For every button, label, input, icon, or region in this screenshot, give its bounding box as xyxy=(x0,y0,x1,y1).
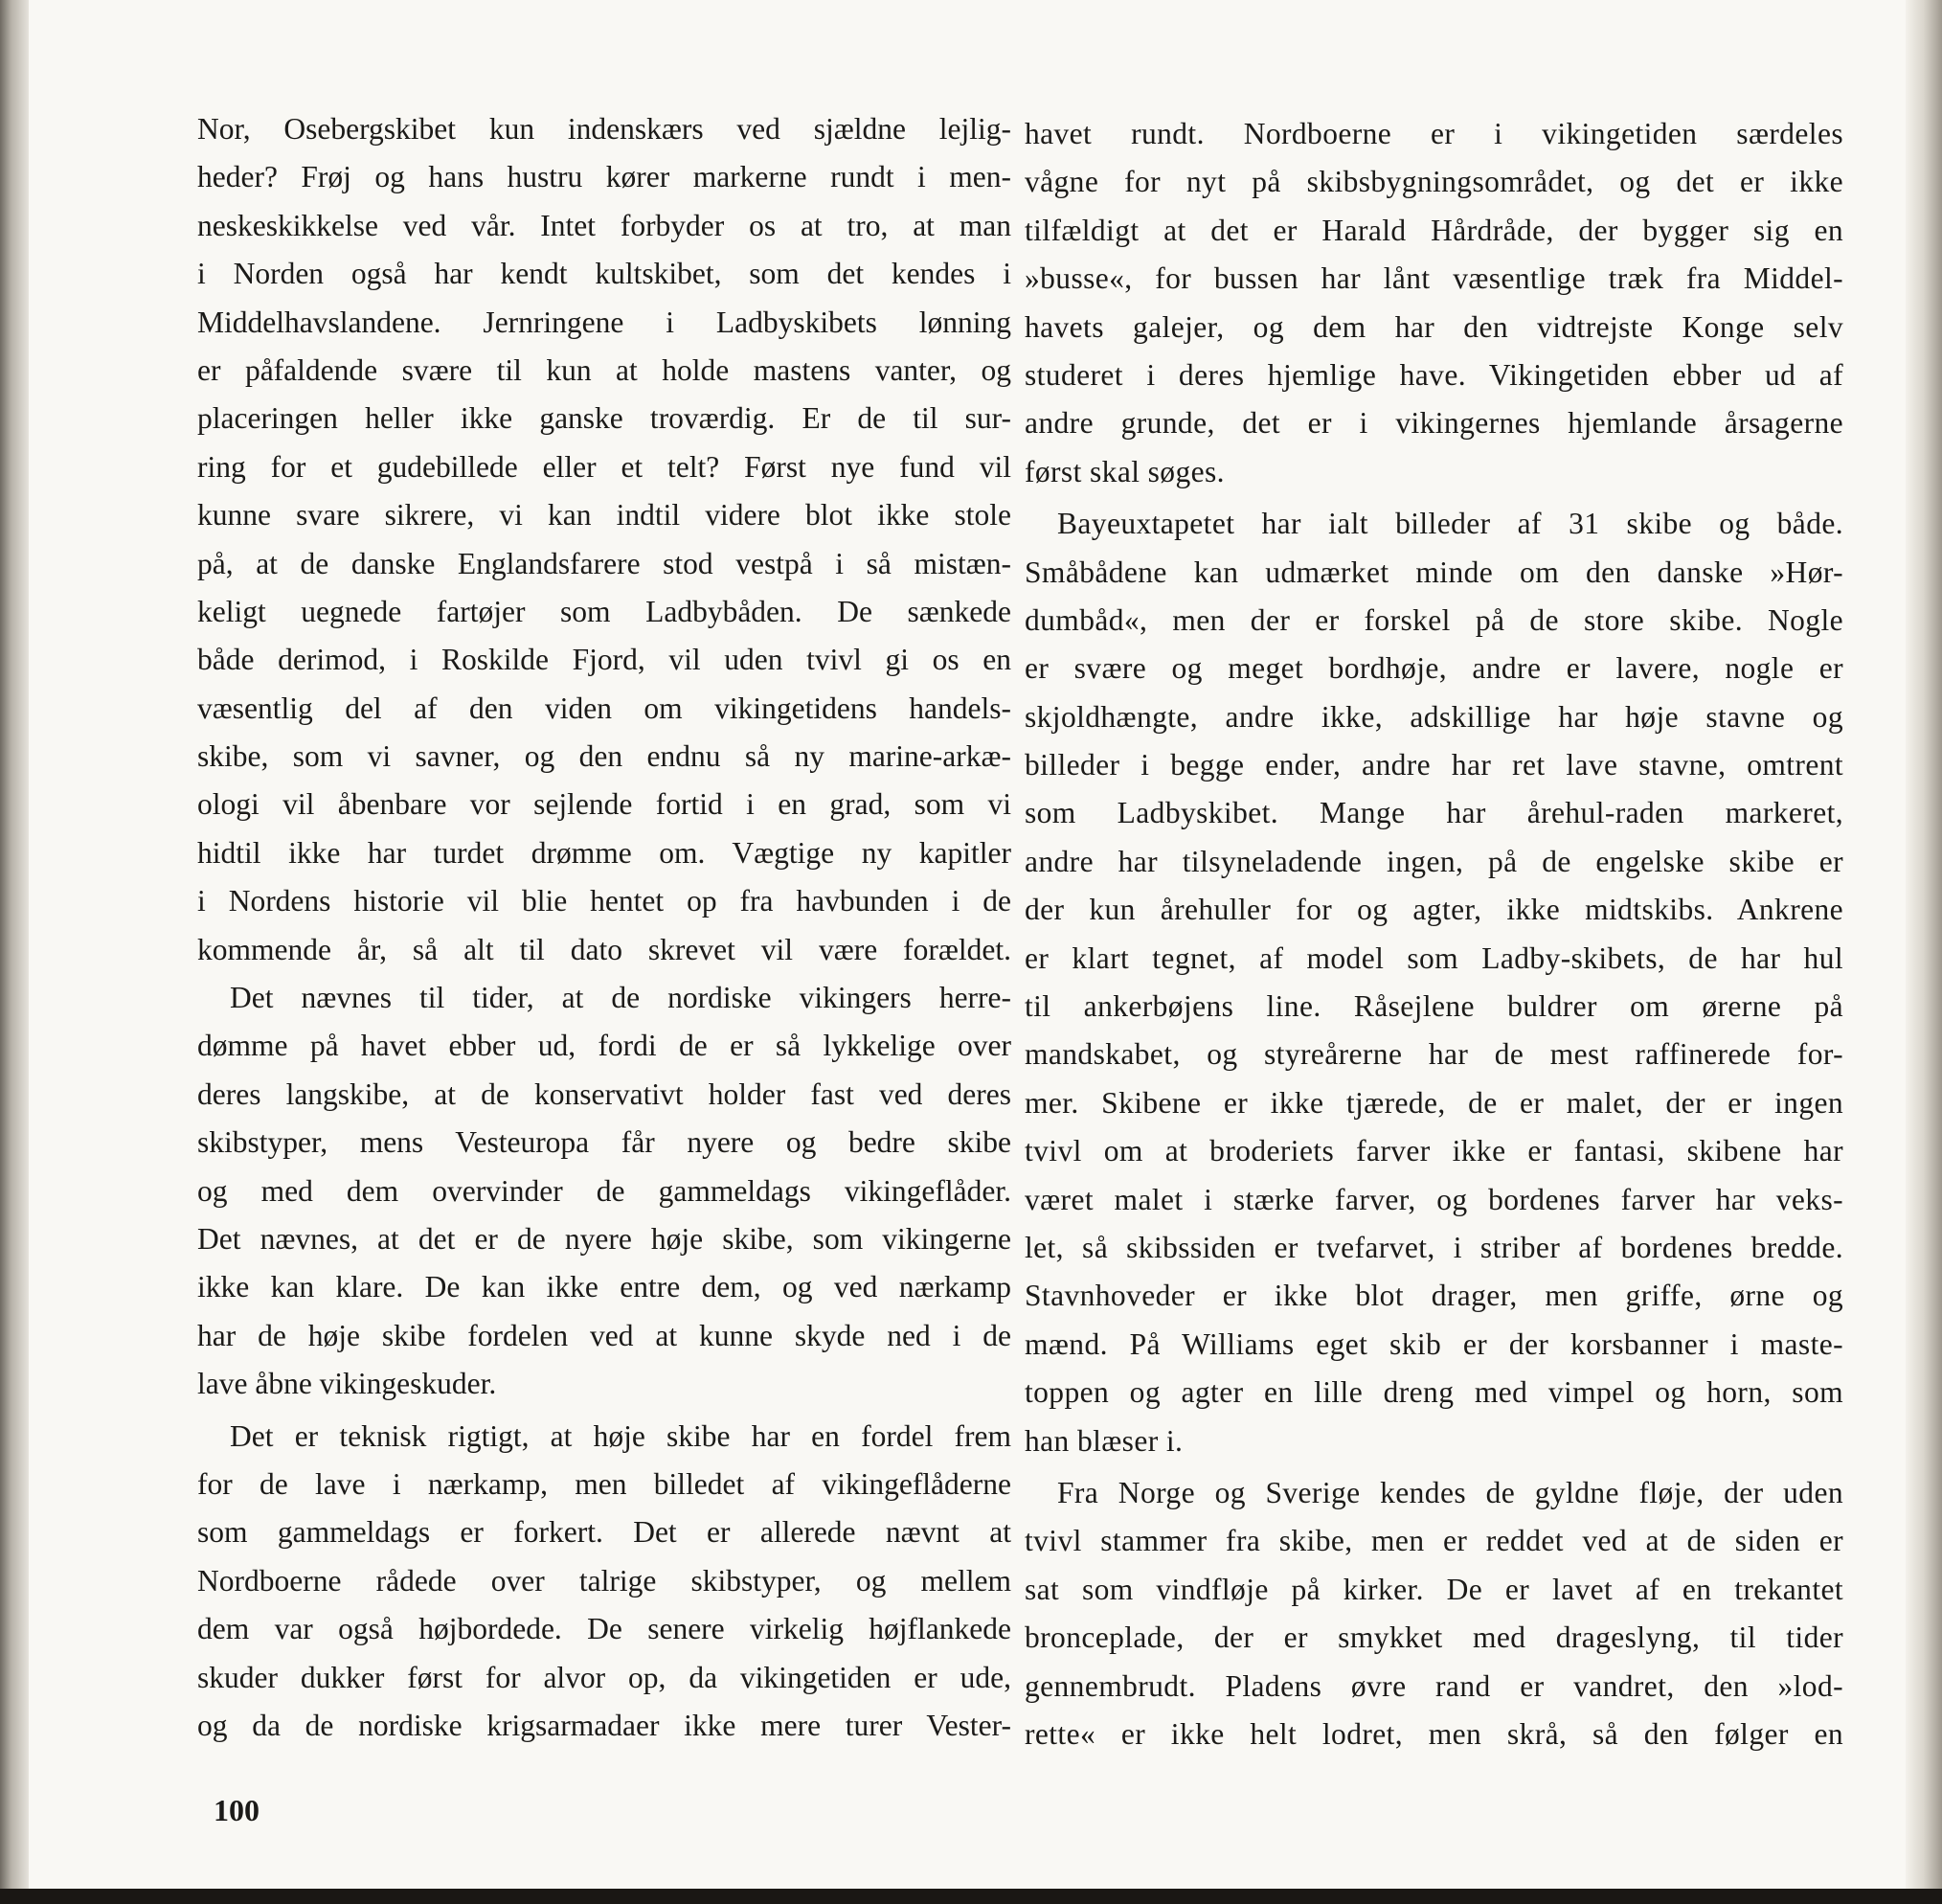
text-line: i Nordens historie vil blie hentet op fra havbunden i de xyxy=(197,884,1011,918)
book-gutter xyxy=(1906,0,1942,1889)
paragraph-last-line: lave åbne vikingeskuder. xyxy=(197,1367,497,1401)
text-line: ring for et gudebillede eller et telt? Først nye fund vil xyxy=(197,449,1011,484)
text-line: for de lave i nærkamp, men billedet af vikingeflåderne xyxy=(197,1466,1011,1501)
text-line: Småbådene kan udmærket minde om den danske »Hør- xyxy=(1025,555,1843,589)
text-line: mandskabet, og styreårerne har de mest raffinerede for- xyxy=(1025,1037,1843,1072)
text-line: skibstyper, mens Vesteuropa får nyere og bedre skibe xyxy=(197,1125,1011,1160)
text-line: mer. Skibene er ikke tjærede, de er malet, der er ingen xyxy=(1025,1085,1843,1120)
text-line: studeret i deres hjemlige have. Vikingetiden ebber ud af xyxy=(1025,357,1843,392)
page-number: 100 xyxy=(214,1793,260,1827)
book-spine-edge xyxy=(0,0,29,1904)
paragraph-first-line: Bayeuxtapetet har ialt billeder af 31 skibe og både. xyxy=(1057,507,1843,541)
left-text-column xyxy=(197,105,1011,1750)
text-line: i Norden også har kendt kultskibet, som det kendes i xyxy=(197,257,1011,291)
text-line: dømme på havet ebber ud, fordi de er så lykkelige over xyxy=(197,1029,1011,1063)
text-line: til ankerbøjens line. Råsejlene buldrer om ørerne på xyxy=(1025,989,1843,1024)
text-line: mænd. På Williams eget skib er der korsbanner i maste- xyxy=(1025,1326,1843,1361)
text-line: er klart tegnet, af model som Ladby-skibets, de har hul xyxy=(1025,941,1843,975)
text-line: ologi vil åbenbare vor sejlende fortid i en grad, som vi xyxy=(197,787,1011,822)
text-line: Middelhavslandene. Jernringene i Ladbyskibets lønning xyxy=(197,305,1011,339)
paragraph-last-line: han blæser i. xyxy=(1025,1423,1184,1458)
text-line: bronceplade, der er smykket med drageslyng, til tider xyxy=(1025,1621,1843,1655)
text-line: havets galejer, og dem har den vidtrejste Konge selv xyxy=(1025,309,1843,344)
text-line: været malet i stærke farver, og bordenes farver har veks- xyxy=(1025,1182,1843,1216)
right-text-column xyxy=(1025,110,1843,1758)
text-line: Nordboerne rådede over talrige skibstyper, og mellem xyxy=(197,1563,1011,1598)
text-line: placeringen heller ikke ganske troværdig. Er de til sur- xyxy=(197,401,1011,436)
text-line: dem var også højbordede. De senere virkelig højflankede xyxy=(197,1612,1011,1646)
text-line: skibe, som vi savner, og den endnu så ny marine-arkæ- xyxy=(197,739,1011,774)
text-line: Det nævnes, at det er de nyere høje skibe, som vikingerne xyxy=(197,1221,1011,1256)
text-line: sat som vindfløje på kirker. De er lavet af en trekantet xyxy=(1025,1572,1843,1606)
text-line: tvivl om at broderiets farver ikke er fantasi, skibene har xyxy=(1025,1134,1843,1168)
text-line: heder? Frøj og hans hustru kører markerne rundt i men- xyxy=(197,160,1011,194)
text-line: let, så skibssiden er tvefarvet, i striber af bordenes bredde. xyxy=(1025,1230,1843,1264)
text-line: som Ladbyskibet. Mange har årehul-raden markeret, xyxy=(1025,796,1843,830)
text-line: som gammeldags er forkert. Det er allerede nævnt at xyxy=(197,1515,1011,1550)
text-line: »busse«, for bussen har lånt væsentlige træk fra Middel- xyxy=(1025,261,1843,296)
text-line: andre har tilsyneladende ingen, på de engelske skibe er xyxy=(1025,844,1843,878)
text-line: skjoldhængte, andre ikke, adskillige har høje stavne og xyxy=(1025,699,1843,734)
text-line: der kun årehuller for og agter, ikke midtskibs. Ankrene xyxy=(1025,893,1843,927)
text-line: rette« er ikke helt lodret, men skrå, så den følger en xyxy=(1025,1716,1843,1751)
paragraph-first-line: Det nævnes til tider, at de nordiske vikingers herre- xyxy=(230,981,1011,1015)
text-line: hidtil ikke har turdet drømme om. Vægtige ny kapitler xyxy=(197,835,1011,870)
text-line: på, at de danske Englandsfarere stod vestpå i så mistæn- xyxy=(197,546,1011,580)
text-line: er påfaldende svære til kun at holde mastens vanter, og xyxy=(197,352,1011,387)
paragraph-first-line: Det er teknisk rigtigt, at høje skibe har en fordel frem xyxy=(230,1418,1011,1453)
text-line: gennembrudt. Pladens øvre rand er vandret, den »lod- xyxy=(1025,1668,1843,1703)
book-page xyxy=(29,0,1942,1889)
text-line: toppen og agter en lille dreng med vimpel og horn, som xyxy=(1025,1375,1843,1410)
text-line: billeder i begge ender, andre har ret lave stavne, omtrent xyxy=(1025,748,1843,782)
paragraph-last-line: først skal søges. xyxy=(1025,454,1225,488)
text-line: både derimod, i Roskilde Fjord, vil uden tvivl gi os en xyxy=(197,643,1011,677)
text-line: havet rundt. Nordboerne er i vikingetiden særdeles xyxy=(1025,117,1843,150)
text-line: dumbåd«, men der er forskel på de store skibe. Nogle xyxy=(1025,602,1843,637)
text-line: er svære og meget bordhøje, andre er lavere, nogle er xyxy=(1025,651,1843,686)
page-bottom-edge xyxy=(0,1889,1942,1904)
text-line: kommende år, så alt til dato skrevet vil være forældet. xyxy=(197,932,1011,966)
text-line: tilfældigt at det er Harald Hårdråde, der bygger sig en xyxy=(1025,213,1843,247)
text-line: andre grunde, det er i vikingernes hjemlande årsagerne xyxy=(1025,406,1843,441)
text-line: og med dem overvinder de gammeldags vikingeflåder. xyxy=(197,1173,1011,1208)
text-line: deres langskibe, at de konservativt holder fast ved deres xyxy=(197,1077,1011,1111)
text-line: keligt uegnede fartøjer som Ladbybåden. De sænkede xyxy=(197,594,1011,628)
text-line: har de høje skibe fordelen ved at kunne skyde ned i de xyxy=(197,1318,1011,1352)
text-line: Stavnhoveder er ikke blot drager, men griffe, ørne og xyxy=(1025,1279,1843,1313)
text-line: kunne svare sikrere, vi kan indtil videre blot ikke stole xyxy=(197,498,1011,533)
paragraph-first-line: Fra Norge og Sverige kendes de gyldne fløje, der uden xyxy=(1057,1475,1843,1509)
text-line: Nor, Osebergskibet kun indenskærs ved sjældne lejlig- xyxy=(197,112,1011,146)
text-line: skuder dukker først for alvor op, da vikingetiden er ude, xyxy=(197,1660,1011,1694)
text-line: væsentlig del af den viden om vikingetidens handels- xyxy=(197,691,1011,725)
text-line: neskeskikkelse ved vår. Intet forbyder os at tro, at man xyxy=(197,208,1011,242)
text-line: tvivl stammer fra skibe, men er reddet ved at de siden er xyxy=(1025,1524,1843,1558)
text-line: og da de nordiske krigsarmadaer ikke mere turer Vester- xyxy=(197,1708,1011,1742)
text-line: vågne for nyt på skibsbygningsområdet, og det er ikke xyxy=(1025,165,1843,199)
text-line: ikke kan klare. De kan ikke entre dem, og ved nærkamp xyxy=(197,1270,1011,1304)
